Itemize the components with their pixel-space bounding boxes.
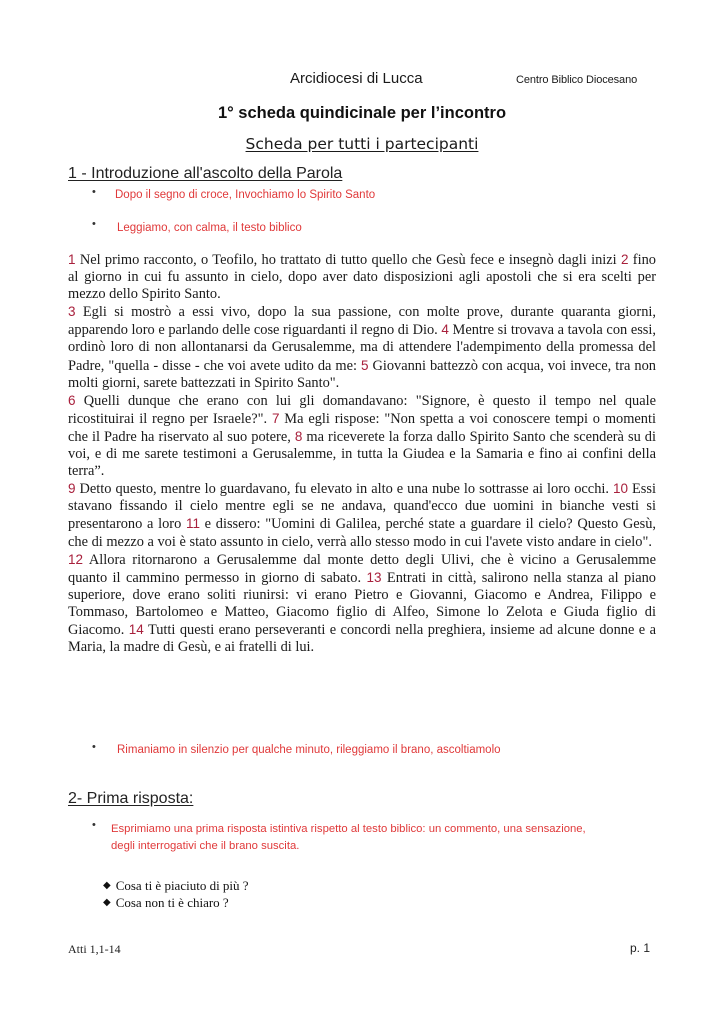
bullet-icon: • — [92, 186, 96, 198]
bible-paragraph — [68, 392, 656, 480]
bullet-icon: • — [92, 741, 96, 753]
diamond-bullet-icon: ◆ — [103, 880, 111, 891]
verse-number: 2 — [620, 252, 629, 267]
page-subtitle — [0, 135, 724, 153]
verse-text: Allora ritornarono a Gerusalemme dal monte detto degli Ulivi, che è vicino a Gerusalemme quanto il cammino permesso in giorno di sabato. — [68, 551, 656, 586]
verse-number: 14 — [128, 621, 144, 637]
footer-page-number: p. 1 — [630, 941, 651, 955]
verse-text: Ma egli rispose: "Non spetta a voi conoscere tempi o momenti che il Padre ha riservato al suo potere, — [68, 410, 656, 445]
verse-text: Entrati in città, salirono nella stanza al piano superiore, dove erano soliti riunirsi: vi erano Pietro e Giovanni, Giacomo e Andrea, Filippo e Tommaso, Bartolomeo e Matteo, Giacomo figlio di Alfeo, Simone lo Zelota e Giuda figlio di Giacomo. — [68, 569, 656, 638]
bible-paragraph — [68, 251, 656, 303]
header-centro: Centro Biblico Diocesano — [516, 74, 638, 86]
bullet-icon: • — [92, 819, 96, 831]
section-2-heading: 2- Prima risposta: — [68, 790, 194, 807]
verse-text: ma riceverete la forza dallo Spirito Santo che scenderà su di voi, e di me sarete testimoni a Gerusalemme, in tutta la Giudea e la Samaria e fino ai confini della terra”. — [68, 428, 656, 480]
verse-text: Tutti questi erano perseveranti e concordi nella preghiera, insieme ad alcune donne e a Maria, la madre di Gesù, e ai fratelli di lui. — [68, 621, 656, 656]
verse-number: 9 — [68, 481, 76, 497]
page-title: 1° scheda quindicinale per l’incontro — [217, 104, 507, 122]
verse-number: 4 — [441, 322, 449, 338]
bible-passage — [68, 251, 656, 656]
verse-text: Giovanni battezzò con acqua, voi invece, tra non molti giorni, sarete battezzati in Spirito Santo". — [68, 357, 656, 391]
instruction-first-response — [111, 821, 586, 855]
question-item — [103, 894, 249, 911]
verse-number: 3 — [68, 304, 76, 320]
header-organization: Arcidiocesi di Lucca — [290, 70, 423, 87]
instruction-invocation: Dopo il segno di croce, Invochiamo lo Spirito Santo — [115, 189, 376, 201]
verse-text: Nel primo racconto, o Teofilo, ho trattato di tutto quello che Gesù fece e insegnò dagli inizi — [75, 252, 621, 268]
question-text: Cosa ti è piaciuto di più ? — [115, 878, 249, 893]
verse-number: 1 — [68, 252, 76, 267]
verse-text: Essi stavano fissando il cielo mentre egli se ne andava, quand'ecco due uomini in bianche vesti si presentarono a loro — [68, 481, 657, 533]
instruction-silence: Rimaniamo in silenzio per qualche minuto, rileggiamo il brano, ascoltiamolo — [117, 744, 501, 756]
question-list — [103, 877, 249, 911]
instruction-reading: Leggiamo, con calma, il testo biblico — [117, 222, 302, 234]
instruction-first-response-line1: Esprimiamo una prima risposta istintiva rispetto al testo biblico: un commento, una sensazione, — [111, 823, 586, 835]
verse-text: Detto questo, mentre lo guardavano, fu elevato in alto e una nube lo sottrasse ai loro occhi. — [75, 481, 613, 498]
bible-paragraph — [68, 551, 656, 657]
verse-number: 7 — [271, 410, 280, 426]
verse-text: Egli si mostrò a essi vivo, dopo la sua passione, con molte prove, durante quaranta giorni, apparendo loro e parlando delle cose riguardanti il regno di Dio. — [68, 304, 656, 339]
verse-number: 12 — [68, 551, 84, 567]
section-1-heading: 1 - Introduzione all'ascolto della Parola — [68, 165, 343, 182]
question-text: Cosa non ti è chiaro ? — [115, 895, 229, 910]
verse-number: 10 — [612, 481, 629, 497]
bible-paragraph — [68, 303, 656, 391]
question-item — [103, 877, 249, 894]
diamond-bullet-icon: ◆ — [103, 897, 111, 908]
verse-text: e dissero: "Uomini di Galilea, perché state a guardare il cielo? Questo Gesù, che di mezzo a voi è stato assunto in cielo, verrà allo stesso modo in cui l'avete visto andare in cielo". — [68, 516, 657, 550]
verse-text: Mentre si trovava a tavola con essi, ordinò loro di non allontanarsi da Gerusalemme, ma di attendere l'adempimento della promessa del Padre, "quella - disse - che voi avete udito da me: — [68, 322, 657, 374]
verse-text: fino al giorno in cui fu assunto in cielo, dopo aver dato disposizioni agli apostoli che si era scelti per mezzo dello Spirito Santo. — [68, 252, 656, 303]
verse-number: 6 — [68, 392, 76, 408]
footer-reference: Atti 1,1-14 — [68, 942, 121, 956]
verse-number: 8 — [294, 428, 303, 444]
verse-number: 5 — [360, 357, 369, 373]
instruction-first-response-line2: degli interrogativi che il brano suscita. — [111, 840, 300, 852]
bible-paragraph — [68, 480, 656, 550]
verse-text: Quelli dunque che erano con lui gli domandavano: "Signore, è questo il tempo nel quale ricostituirai il regno per Israele?". — [68, 392, 656, 427]
bullet-icon: • — [92, 218, 96, 230]
verse-number: 11 — [185, 516, 200, 532]
verse-number: 13 — [366, 569, 382, 585]
page-subtitle-text: Scheda per tutti i partecipanti — [245, 135, 479, 153]
